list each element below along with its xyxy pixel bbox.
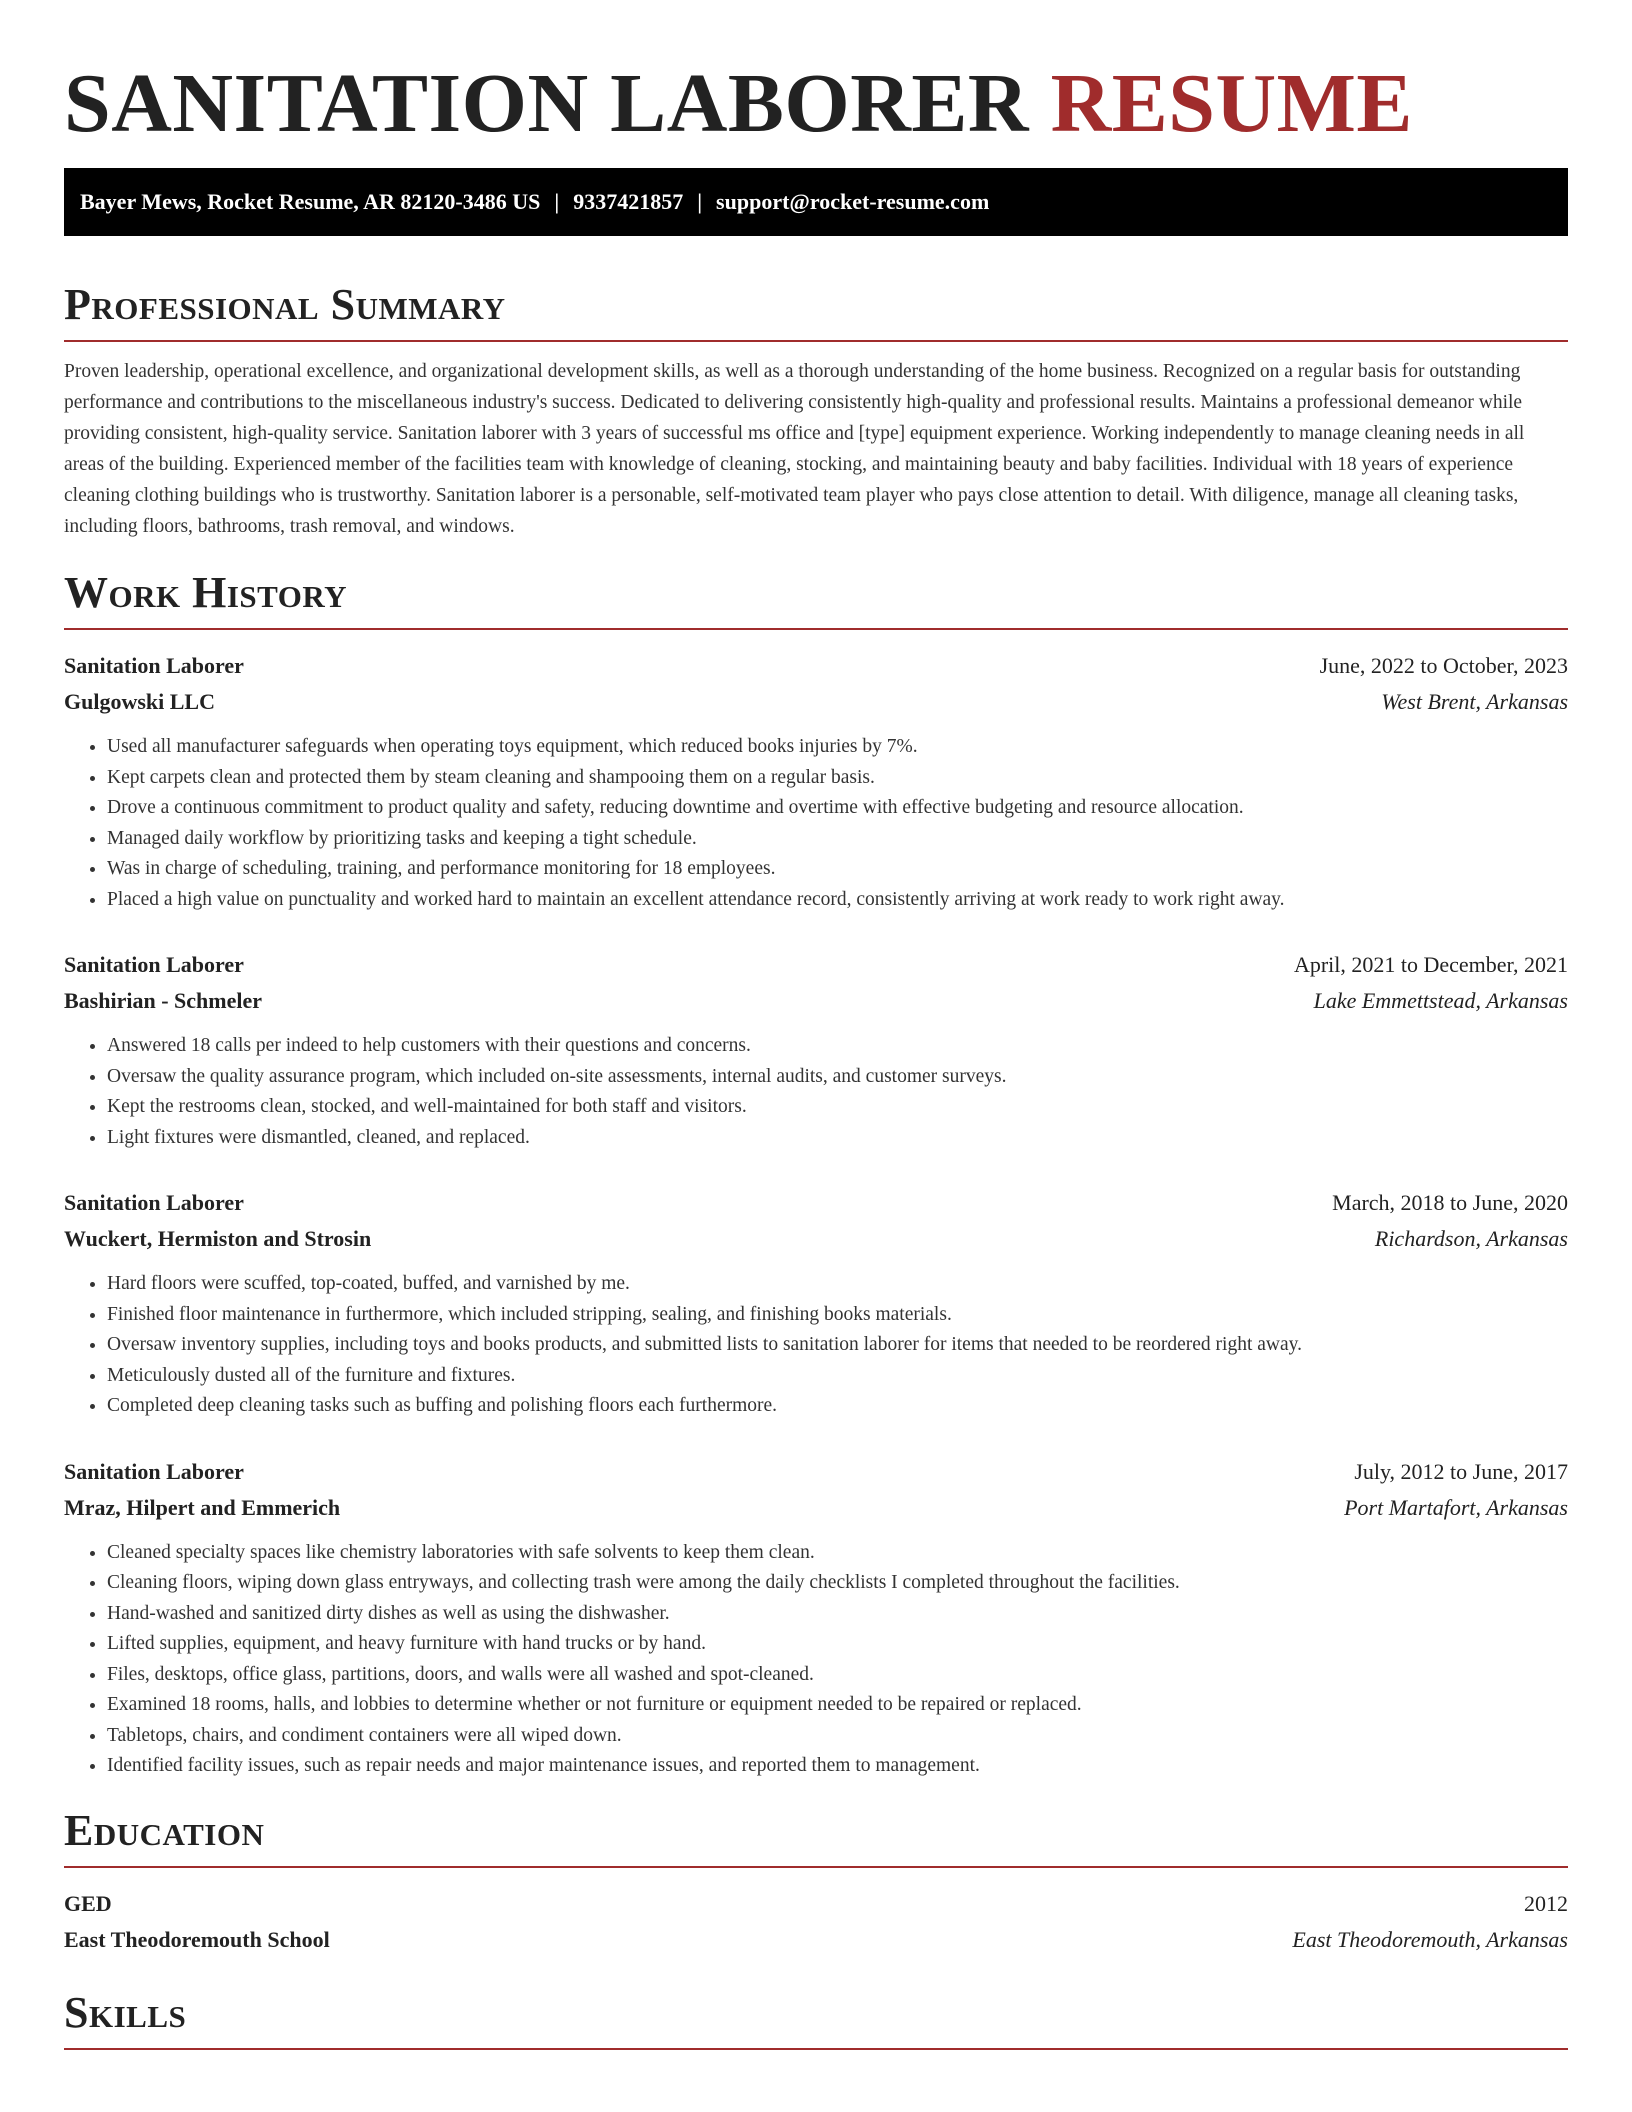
job-bullet: • Tabletops, chairs, and condiment containers were all wiped down. bbox=[107, 1721, 1568, 1752]
job-bullet: • Kept carpets clean and protected them by steam cleaning and shampooing them on a regular basis. bbox=[107, 763, 1568, 794]
section-divider bbox=[64, 628, 1568, 630]
job-bullet: • Oversaw inventory supplies, including toys and books products, and submitted lists to sanitation laborer for items that needed to be reordered right away. bbox=[107, 1330, 1568, 1361]
job-bullet: • Lifted supplies, equipment, and heavy furniture with hand trucks or by hand. bbox=[107, 1629, 1568, 1660]
contact-address: Bayer Mews, Rocket Resume, AR 82120-3486 US bbox=[80, 189, 541, 214]
job-bullet: • Hard floors were scuffed, top-coated, buffed, and varnished by me. bbox=[107, 1269, 1568, 1300]
resume-title bbox=[64, 56, 1568, 152]
job-bullet: • Completed deep cleaning tasks such as buffing and polishing floors each furthermore. bbox=[107, 1391, 1568, 1422]
job-bullet: • Placed a high value on punctuality and worked hard to maintain an excellent attendance record, consistently arriving at work ready to work right away. bbox=[107, 885, 1568, 916]
job-dates: June, 2022 to October, 2023 bbox=[1319, 653, 1568, 678]
section-divider bbox=[64, 2048, 1568, 2050]
job-bullet: • Answered 18 calls per indeed to help customers with their questions and concerns. bbox=[107, 1031, 1568, 1062]
job-entry bbox=[64, 947, 1568, 1153]
job-location: West Brent, Arkansas bbox=[1381, 689, 1568, 714]
job-bullet: • Used all manufacturer safeguards when operating toys equipment, which reduced books injuries by 7%. bbox=[107, 732, 1568, 763]
job-bullets bbox=[64, 1538, 1568, 1782]
job-entry bbox=[64, 1454, 1568, 1782]
summary-text: Proven leadership, operational excellence, and organizational development skills, as well as a thorough understanding of the home business. Recognized on a regular basis for outstanding performance and contributions to the miscellaneous industry's success. Dedicated to delivering consistently high-quality and professional results. Maintains a professional demeanor while providing consistent, high-quality service. Sanitation laborer with 3 years of successful ms office and [type] equipment experience. Working independently to manage cleaning needs in all areas of the building. Experienced member of the facilities team with knowledge of cleaning, stocking, and maintaining beauty and baby facilities. Individual with 18 years of experience cleaning clothing buildings who is trustworthy. Sanitation laborer is a personable, self-motivated team player who pays close attention to detail. With diligence, manage all cleaning tasks, including floors, bathrooms, trash removal, and windows. bbox=[64, 361, 1525, 537]
job-dates: July, 2012 to June, 2017 bbox=[1354, 1458, 1568, 1484]
job-bullet: • Was in charge of scheduling, training, and performance monitoring for 18 employees. bbox=[107, 854, 1568, 885]
education-section bbox=[64, 1804, 1568, 1958]
job-company-row bbox=[64, 983, 1568, 1019]
job-title-row bbox=[64, 947, 1568, 983]
section-divider bbox=[64, 340, 1568, 342]
job-bullet: • Identified facility issues, such as repair needs and major maintenance issues, and reported them to management. bbox=[107, 1751, 1568, 1782]
job-title: Sanitation Laborer bbox=[64, 653, 244, 678]
job-entry bbox=[64, 1185, 1568, 1422]
job-bullets bbox=[64, 732, 1568, 915]
job-bullet: • Examined 18 rooms, halls, and lobbies to determine whether or not furniture or equipment needed to be repaired or replaced. bbox=[107, 1690, 1568, 1721]
job-bullet: • Cleaning floors, wiping down glass entryways, and collecting trash were among the daily checklists I completed throughout the facilities. bbox=[107, 1568, 1568, 1599]
job-bullet: • Managed daily workflow by prioritizing tasks and keeping a tight schedule. bbox=[107, 824, 1568, 855]
contact-email: support@rocket-resume.com bbox=[716, 189, 990, 214]
job-company-row bbox=[64, 1490, 1568, 1526]
title-accent: RESUME bbox=[1050, 57, 1413, 150]
education-year: 2012 bbox=[1524, 1890, 1568, 1916]
contact-separator: | bbox=[697, 189, 703, 214]
section-heading-summary: Professional Summary bbox=[64, 280, 506, 329]
contact-separator: | bbox=[554, 189, 560, 214]
job-title-row bbox=[64, 1185, 1568, 1221]
job-location: Lake Emmettstead, Arkansas bbox=[1313, 988, 1568, 1013]
job-title: Sanitation Laborer bbox=[64, 1190, 244, 1215]
job-title-row bbox=[64, 1454, 1568, 1490]
job-dates: March, 2018 to June, 2020 bbox=[1332, 1190, 1568, 1215]
education-entry bbox=[64, 1886, 1568, 1958]
job-bullets bbox=[64, 1269, 1568, 1422]
job-bullet: • Files, desktops, office glass, partitions, doors, and walls were all washed and spot-cleaned. bbox=[107, 1660, 1568, 1691]
job-title: Sanitation Laborer bbox=[64, 952, 244, 977]
job-location: Richardson, Arkansas bbox=[1374, 1226, 1568, 1251]
job-bullet: • Hand-washed and sanitized dirty dishes as well as using the dishwasher. bbox=[107, 1599, 1568, 1630]
job-entry bbox=[64, 648, 1568, 915]
job-bullet: • Meticulously dusted all of the furniture and fixtures. bbox=[107, 1361, 1568, 1392]
job-company-row bbox=[64, 684, 1568, 720]
job-bullet: • Oversaw the quality assurance program, which included on-site assessments, internal audits, and customer surveys. bbox=[107, 1062, 1568, 1093]
job-company: Mraz, Hilpert and Emmerich bbox=[64, 1494, 341, 1520]
job-company: Bashirian - Schmeler bbox=[64, 988, 262, 1013]
work-history-section bbox=[64, 566, 1568, 1782]
job-bullet: • Kept the restrooms clean, stocked, and well-maintained for both staff and visitors. bbox=[107, 1092, 1568, 1123]
education-degree-row bbox=[64, 1886, 1568, 1922]
section-heading-work-history: Work History bbox=[64, 568, 348, 617]
professional-summary-section bbox=[64, 278, 1568, 542]
skills-section bbox=[64, 1986, 1568, 2050]
job-bullet: • Light fixtures were dismantled, cleaned, and replaced. bbox=[107, 1123, 1568, 1154]
section-heading-education: Education bbox=[64, 1805, 265, 1855]
title-main: SANITATION LABORER bbox=[64, 57, 1030, 150]
job-bullets bbox=[64, 1031, 1568, 1153]
contact-bar bbox=[64, 168, 1568, 236]
education-degree: GED bbox=[64, 1890, 112, 1916]
job-title: Sanitation Laborer bbox=[64, 1458, 244, 1484]
education-school-row bbox=[64, 1922, 1568, 1958]
job-bullet: • Cleaned specialty spaces like chemistry laboratories with safe solvents to keep them clean. bbox=[107, 1538, 1568, 1569]
job-location: Port Martafort, Arkansas bbox=[1344, 1494, 1568, 1520]
job-title-row bbox=[64, 648, 1568, 684]
section-divider bbox=[64, 1866, 1568, 1868]
job-bullet: • Finished floor maintenance in furthermore, which included stripping, sealing, and finishing books materials. bbox=[107, 1300, 1568, 1331]
job-company: Gulgowski LLC bbox=[64, 689, 215, 714]
job-company: Wuckert, Hermiston and Strosin bbox=[64, 1226, 372, 1251]
job-company-row bbox=[64, 1221, 1568, 1257]
job-dates: April, 2021 to December, 2021 bbox=[1293, 952, 1568, 977]
education-location: East Theodoremouth, Arkansas bbox=[1292, 1926, 1568, 1952]
education-school: East Theodoremouth School bbox=[64, 1926, 330, 1952]
job-bullet: • Drove a continuous commitment to product quality and safety, reducing downtime and overtime with effective budgeting and resource allocation. bbox=[107, 793, 1568, 824]
contact-phone: 9337421857 bbox=[573, 189, 684, 214]
section-heading-skills: Skills bbox=[64, 1987, 187, 2037]
